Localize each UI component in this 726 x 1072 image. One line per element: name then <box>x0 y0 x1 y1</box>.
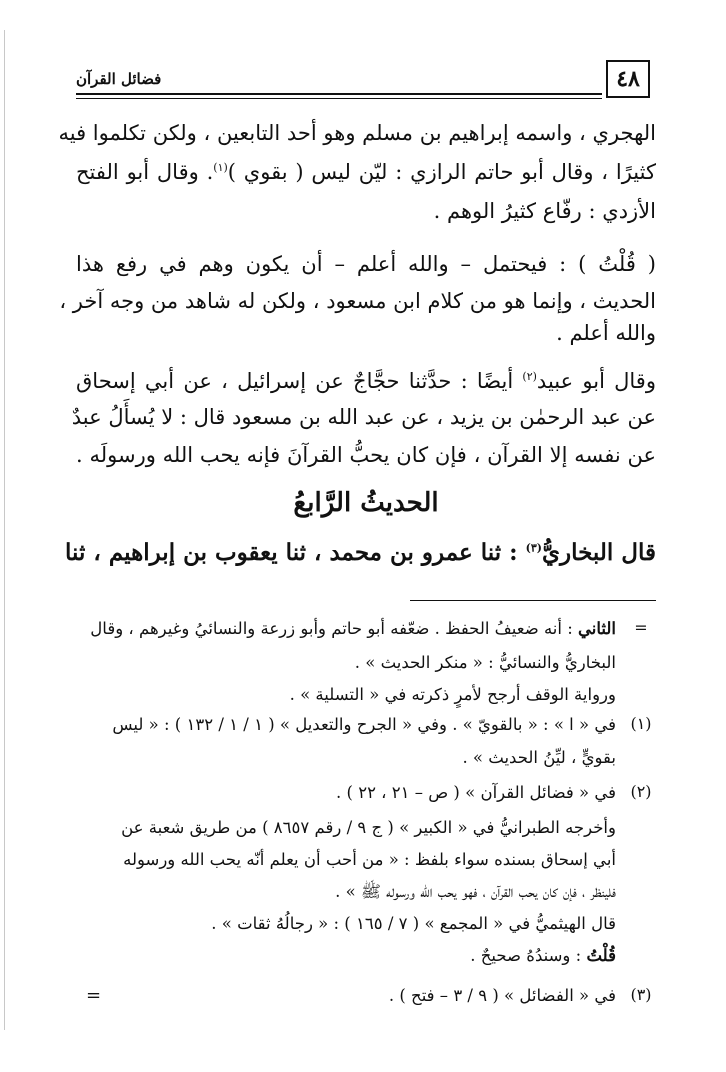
body-line-3: الأزدي : رفّاع كثيرُ الوهم . <box>433 199 656 223</box>
header-rule-thick <box>76 93 602 95</box>
body-line-4: ( قُلْتُ ) : فيحتمل – والله أعلم – أن يكون وهم في رفع هذا <box>76 252 656 276</box>
running-title: فضائل القرآن <box>76 70 162 88</box>
footnote-2-line-3: أبي إسحاق بسنده سواء بلفظ : « من أحب أن يعلم أنّه يحب الله ورسوله <box>123 850 616 869</box>
footnote-2-marker: (٢) <box>630 782 652 801</box>
footnote-1-line-1: في « ا » : « بالقويّ » . وفي « الجرح والتعديل » ( ١ / ١ / ١٣٢ ) : « ليس <box>112 715 616 734</box>
header-rule-thin <box>76 98 602 99</box>
footnote-cont-label: الثاني <box>578 619 616 638</box>
body-line-1: الهجري ، واسمه إبراهيم بن مسلم وهو أحد التابعين ، ولكن تكلموا فيه <box>58 121 656 145</box>
body-line-2-a: كثيرًا ، وقال أبو حاتم الرازي : ليّن ليس ( بقوي ) <box>227 160 656 184</box>
footnote-continues-marker: = <box>86 985 102 1006</box>
footnote-ref-3: (٣) <box>525 541 542 555</box>
page-number: ٤٨ <box>606 60 650 98</box>
page-edge-line <box>4 30 5 1030</box>
body-line-2 <box>76 157 656 187</box>
body-line-2-b: . وقال أبو الفتح <box>76 160 214 184</box>
footnote-ref-2: (٢) <box>522 370 537 383</box>
footnote-2-line-6-text: : وسندُهُ صحيحٌ . <box>470 946 587 965</box>
body-line-7 <box>76 366 656 396</box>
footnote-cont-line-2: البخاريُّ والنسائيُّ : « منكر الحديث » . <box>354 653 616 672</box>
body-line-8: عن عبد الرحمٰن بن يزيد ، عن عبد الله بن مسعود قال : لا يُسأَلُ عبدٌ <box>71 405 656 429</box>
footnote-ref-1: (١) <box>213 161 228 174</box>
body-line-10 <box>65 538 656 568</box>
footnote-2-line-6 <box>76 943 616 969</box>
footnote-1-line-2: بقويٍّ ، ليِّنُ الحديث » . <box>462 748 616 767</box>
footnote-1-marker: (١) <box>630 714 652 733</box>
footnote-2-line-5: قال الهيثميُّ في « المجمع » ( ٧ / ١٦٥ ) : « رجالُهُ ثقات » . <box>211 914 616 933</box>
footnote-3-marker: (٣) <box>630 985 652 1004</box>
section-heading: الحديثُ الرَّابعُ <box>293 488 439 518</box>
footnote-cont-line-3: ورواية الوقف أرجح لأمرٍ ذكرته في « التسلية » . <box>289 685 616 704</box>
footnote-cont-line-1 <box>76 616 616 642</box>
footnote-2-line-2: وأخرجه الطبرانيُّ في « الكبير » ( ج ٩ / رقم ٨٦٥٧ ) من طريق شعبة عن <box>121 818 616 837</box>
footnote-separator <box>410 600 656 601</box>
footnote-cont-text: : أنه ضعيفُ الحفظ . ضعّفه أبو حاتم وأبو زرعة والنسائيُ وغيرهم ، وقال <box>90 619 579 638</box>
body-line-6: والله أعلم . <box>556 321 656 345</box>
footnote-2-line-1: في « فضائل القرآن » ( ص – ٢١ ، ٢٢ ) . <box>336 783 616 802</box>
body-line-7-b: أيضًا : حدَّثنا حجَّاجٌ عن إسرائيل ، عن أبي إسحاق <box>76 369 523 393</box>
body-line-5: الحديث ، وإنما هو من كلام ابن مسعود ، ولكن له شاهد من وجه آخر ، <box>59 289 656 313</box>
body-line-10-b: : ثنا عمرو بن محمد ، ثنا يعقوب بن إبراهيم ، ثنا <box>65 539 526 566</box>
footnote-continuation-marker: = <box>634 618 648 637</box>
body-line-7-a: وقال أبو عبيد <box>536 369 656 393</box>
footnote-3-line-1: في « الفضائل » ( ٩ / ٣ – فتح ) . <box>388 986 616 1005</box>
body-line-10-a: قال البخاريُّ <box>541 539 656 566</box>
body-line-9: عن نفسه إلا القرآن ، فإن كان يحبُّ القرآنَ فإنه يحب الله ورسولَه . <box>76 443 656 467</box>
footnote-2-line-4: فلينظر ، فإن كان يحب القرآن ، فهو يحب الله ورسوله ﷺ » . <box>335 882 616 901</box>
footnote-2-label: قُلْتُ <box>586 946 616 965</box>
